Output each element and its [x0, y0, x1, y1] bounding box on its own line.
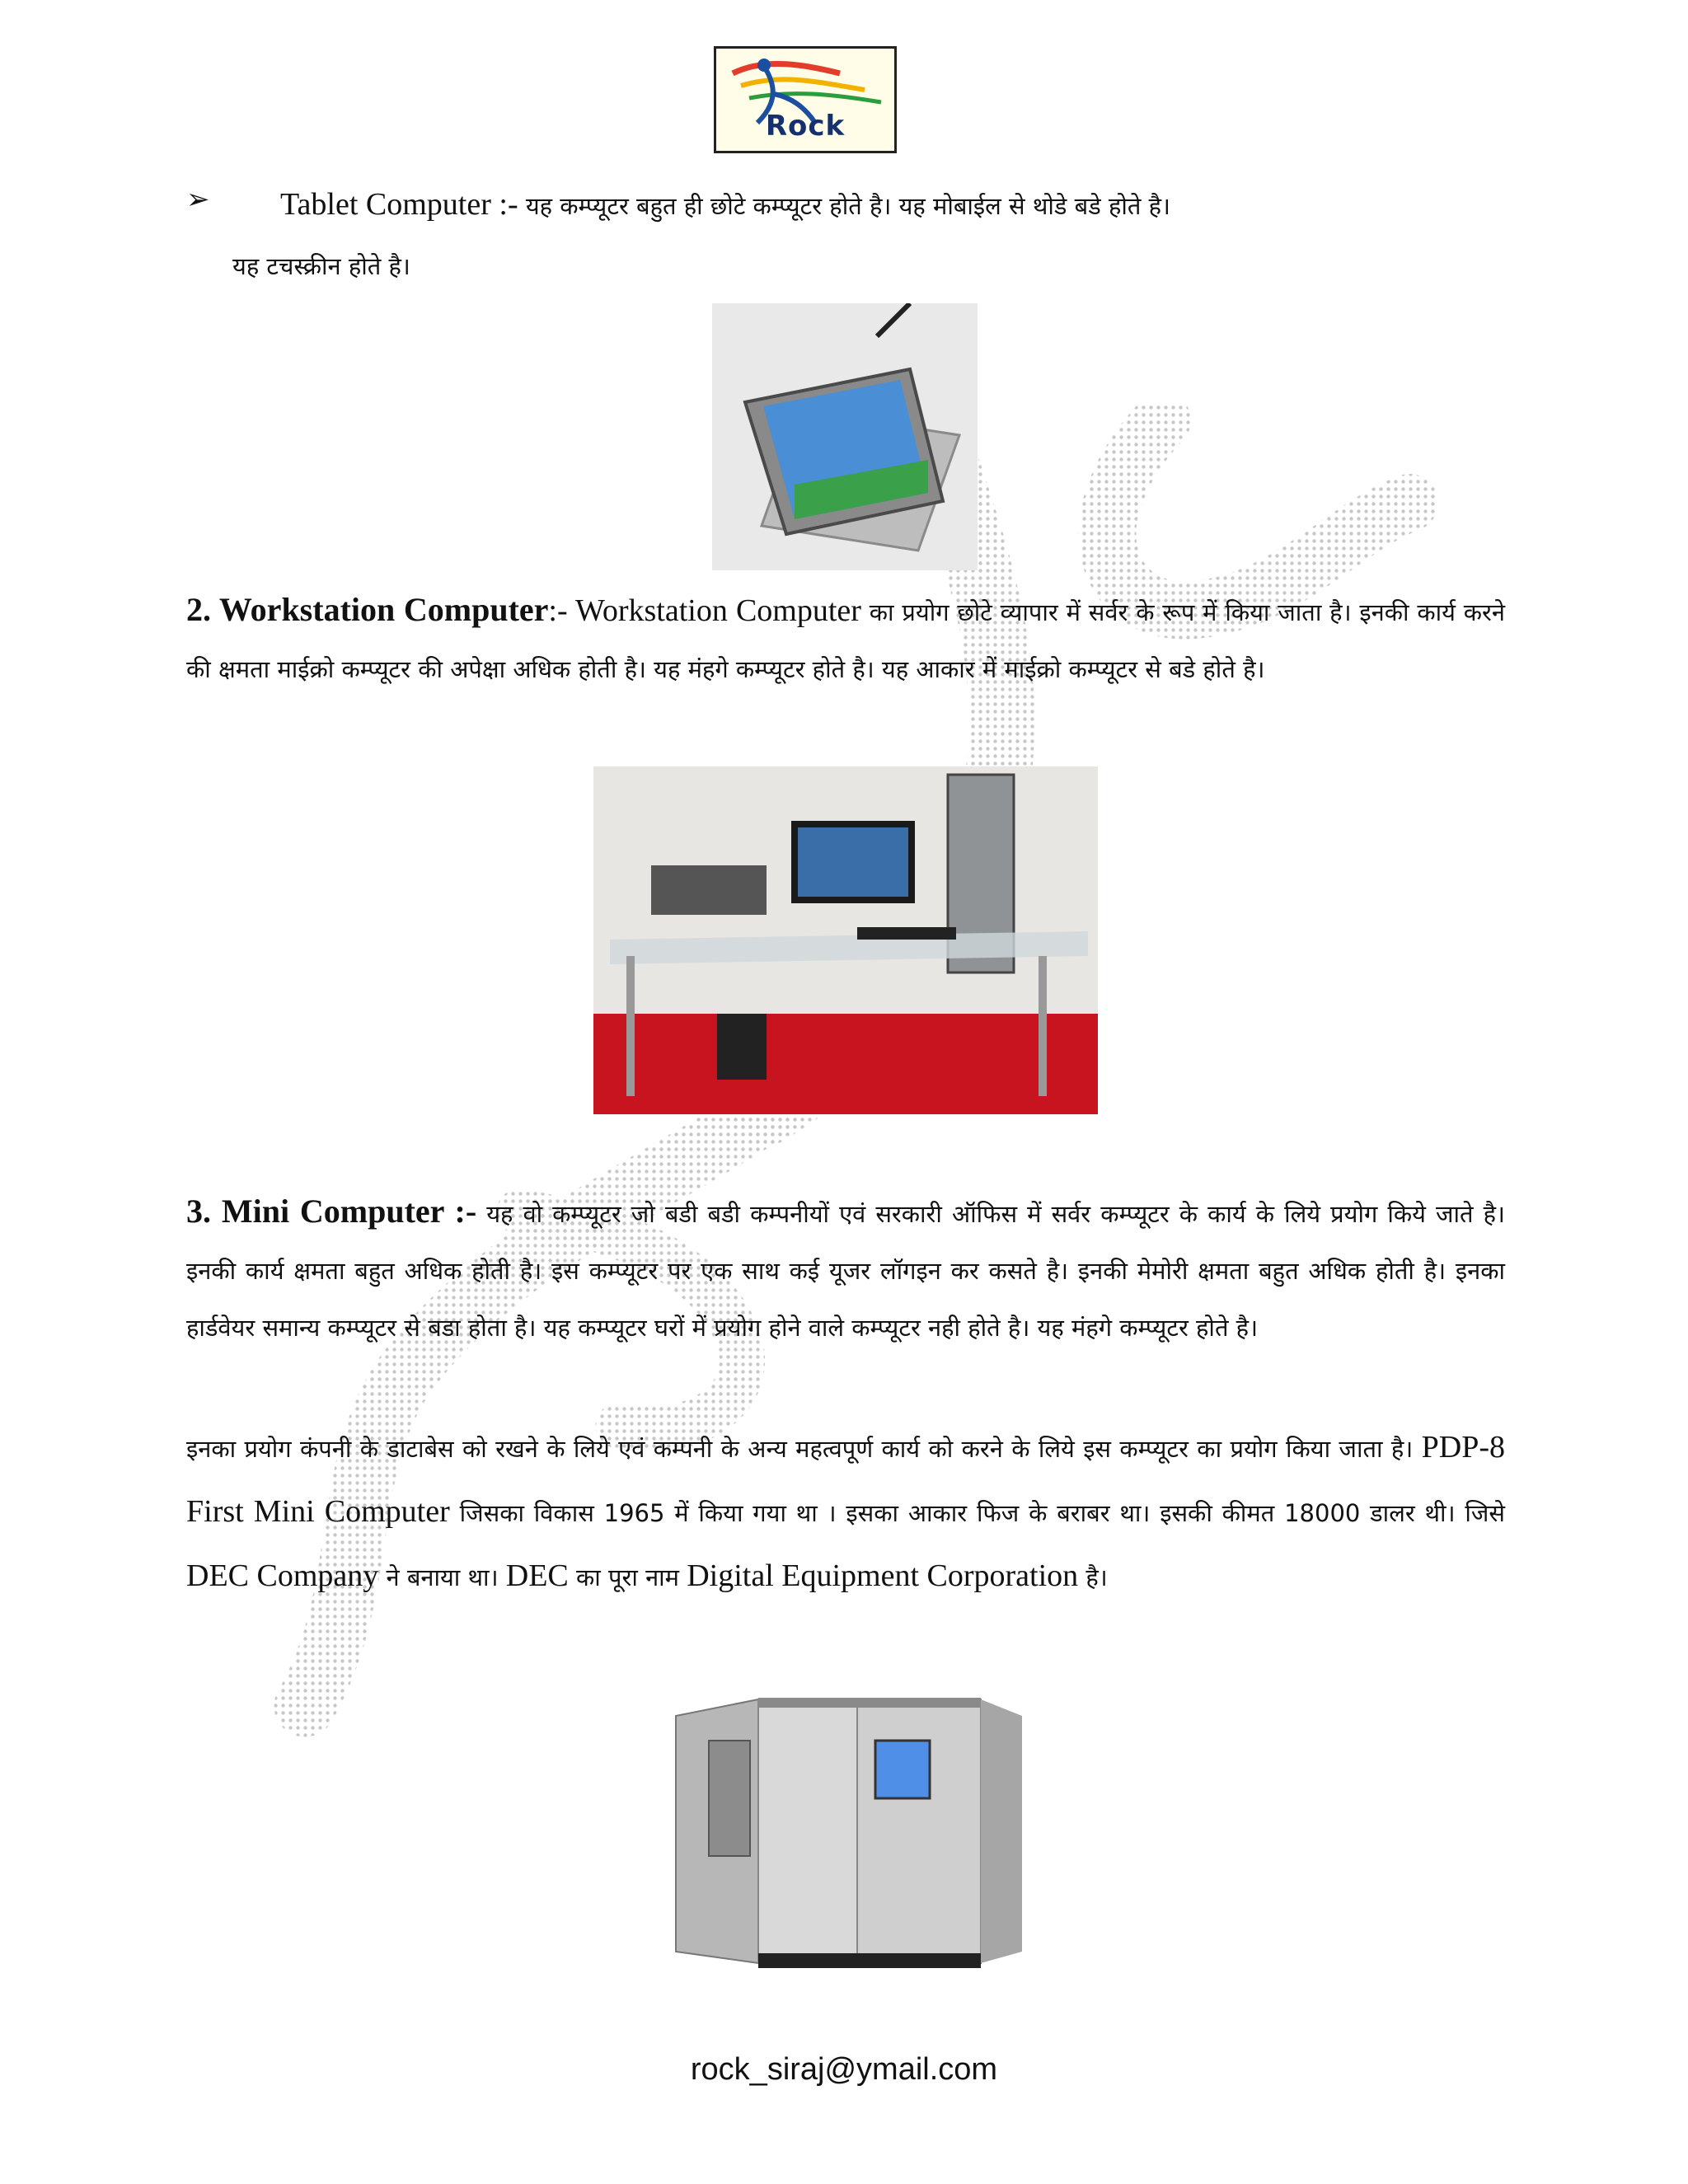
mini-text-1: यह वो कम्प्यूटर जो बडी बडी कम्पनीयों एवं सरकारी ऑफिस में सर्वर कम्प्यूटर के कार्य के लिये प्रयोग किये जाते है। इनकी कार्य क्षमता बहुत अधिक होती है। इस कम्प्यूटर पर एक साथ कई यूजर लॉगइन कर कसते है। इनकी मेमोरी क्षमता बहुत अधिक होती है। इनका हार्डवेयर समान्य कम्प्यूटर से बडा होता है। यह कम्प्यूटर घरों में प्रयोग होने वाले कम्प्यूटर नही होते है। यह मंहगे कम्प्यूटर होते है। — [186, 1200, 1506, 1342]
bullet-arrow-icon: ➢ — [186, 183, 210, 216]
tablet-text: यह कम्प्यूटर बहुत ही छोटे कम्प्यूटर होते है। यह मोबाईल से थोडे बडे होते है। — [518, 192, 1170, 220]
mini-pdp8-label: PDP-8 First Mini Computer — [186, 1430, 1505, 1529]
mini-text-2g: का पूरा नाम — [568, 1563, 687, 1591]
workstation-computer-image — [593, 766, 1098, 1114]
logo-label: Rock — [765, 110, 846, 143]
mini-dec-company: DEC Company — [186, 1558, 379, 1593]
workstation-text: का प्रयोग छोटे व्यापार में सर्वर के रूप में किया जाता है। इनकी कार्य करने की क्षमता माईक्रो कम्प्यूटर की अपेक्षा अधिक होती है। यह मंहगे कम्प्यूटर होते है। यह आकार में माईक्रो कम्प्यूटर से बडे होते है। — [186, 598, 1506, 683]
mini-computer-image — [659, 1691, 1030, 1985]
workstation-heading-suffix: :- Workstation Computer — [548, 593, 861, 628]
rock-logo — [714, 46, 897, 153]
mini-text-2e: ने बनाया था। — [378, 1563, 506, 1591]
tablet-heading: Tablet Computer :- — [280, 187, 518, 222]
workstation-paragraph — [186, 582, 1505, 697]
tablet-computer-image — [712, 303, 978, 570]
tablet-paragraph-line1 — [280, 176, 1505, 234]
tablet-paragraph-line2 — [232, 237, 1469, 294]
workstation-heading: 2. Workstation Computer — [186, 591, 549, 628]
tablet-text-2: यह टचस्क्रीन होते है। — [232, 252, 410, 280]
mini-dec-fullname: Digital Equipment Corporation — [687, 1558, 1079, 1593]
mini-dec-label: DEC — [505, 1558, 569, 1593]
mini-paragraph-2 — [186, 1416, 1505, 1609]
mini-text-2a: इनका प्रयोग कंपनी के डाटाबेस को रखने के लिये एवं कम्पनी के अन्य महत्वपूर्ण कार्य को करने के लिये इस कम्प्यूटर का प्रयोग किया जाता है। — [186, 1435, 1422, 1463]
mini-text-2i: है। — [1078, 1563, 1108, 1591]
mini-heading: 3. Mini Computer :- — [186, 1193, 477, 1230]
mini-text-2c: जिसका विकास 1965 में किया गया था । इसका आकार फिज के बराबर था। इसकी कीमत 18000 डालर थी। जिसे — [449, 1499, 1505, 1527]
footer-email: rock_siraj@ymail.com — [690, 2052, 998, 2087]
mini-paragraph-1 — [186, 1183, 1505, 1356]
